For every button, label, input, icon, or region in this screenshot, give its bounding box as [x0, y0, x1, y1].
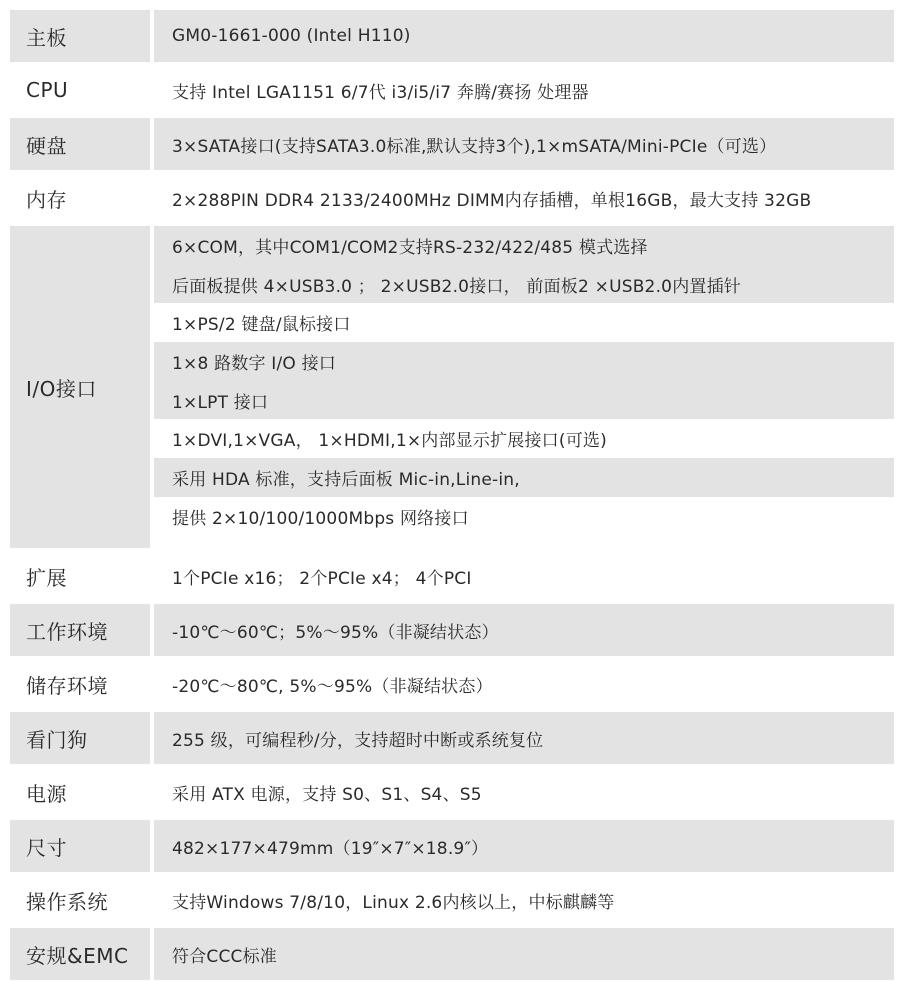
spec-value: 1个PCIe x16； 2个PCIe x4； 4个PCI	[154, 550, 894, 602]
spec-row-expansion	[10, 550, 894, 602]
spec-label: 安规&EMC	[10, 928, 150, 980]
spec-row-operating-env	[10, 604, 894, 656]
spec-label: 硬盘	[10, 118, 150, 170]
spec-label: 操作系统	[10, 874, 150, 926]
io-line: 提供 2×10/100/1000Mbps 网络接口	[154, 497, 894, 536]
io-list	[154, 226, 894, 536]
spec-value: 采用 ATX 电源，支持 S0、S1、S4、S5	[154, 766, 894, 818]
spec-value: -20℃～80℃, 5%～95%（非凝结状态）	[154, 658, 894, 710]
spec-row-memory	[10, 172, 894, 224]
spec-label: CPU	[10, 64, 150, 116]
io-line: 1×DVI,1×VGA， 1×HDMI,1×内部显示扩展接口(可选)	[154, 419, 894, 458]
spec-value: 支持Windows 7/8/10，Linux 2.6内核以上，中标麒麟等	[154, 874, 894, 926]
spec-value: 482×177×479mm（19″×7″×18.9″）	[154, 820, 894, 872]
spec-row-certification	[10, 928, 894, 980]
spec-table	[10, 10, 894, 980]
spec-row-dimensions	[10, 820, 894, 872]
spec-label: 电源	[10, 766, 150, 818]
spec-row-mainboard	[10, 10, 894, 62]
spec-value: GM0-1661-000 (Intel H110)	[154, 10, 894, 62]
io-line: 后面板提供 4×USB3.0 ； 2×USB2.0接口， 前面板2 ×USB2.0内置插针	[154, 265, 894, 304]
io-line: 6×COM，其中COM1/COM2支持RS-232/422/485 模式选择	[154, 226, 894, 265]
spec-label: 内存	[10, 172, 150, 224]
spec-label: 扩展	[10, 550, 150, 602]
spec-row-storage	[10, 118, 894, 170]
io-line: 1×PS/2 键盘/鼠标接口	[154, 303, 894, 342]
spec-label: 储存环境	[10, 658, 150, 710]
io-line: 1×8 路数字 I/O 接口	[154, 342, 894, 381]
spec-label: 看门狗	[10, 712, 150, 764]
spec-label: 主板	[10, 10, 150, 62]
spec-value: -10℃～60℃；5%～95%（非凝结状态）	[154, 604, 894, 656]
spec-row-watchdog	[10, 712, 894, 764]
spec-value: 支持 Intel LGA1151 6/7代 i3/i5/i7 奔腾/赛扬 处理器	[154, 64, 894, 116]
spec-value: 255 级，可编程秒/分，支持超时中断或系统复位	[154, 712, 894, 764]
spec-value: 2×288PIN DDR4 2133/2400MHz DIMM内存插槽，单根16GB，最大支持 32GB	[154, 172, 894, 224]
io-line: 1×LPT 接口	[154, 381, 894, 420]
spec-row-power	[10, 766, 894, 818]
spec-value: 3×SATA接口(支持SATA3.0标准,默认支持3个),1×mSATA/Mini-PCIe（可选）	[154, 118, 894, 170]
spec-label: 尺寸	[10, 820, 150, 872]
spec-label: 工作环境	[10, 604, 150, 656]
io-line: 采用 HDA 标准，支持后面板 Mic-in,Line-in,	[154, 458, 894, 497]
spec-row-cpu	[10, 64, 894, 116]
spec-value: 符合CCC标准	[154, 928, 894, 980]
spec-row-io	[10, 226, 894, 548]
spec-row-storage-env	[10, 658, 894, 710]
spec-row-os	[10, 874, 894, 926]
spec-label: I/O接口	[10, 226, 150, 548]
